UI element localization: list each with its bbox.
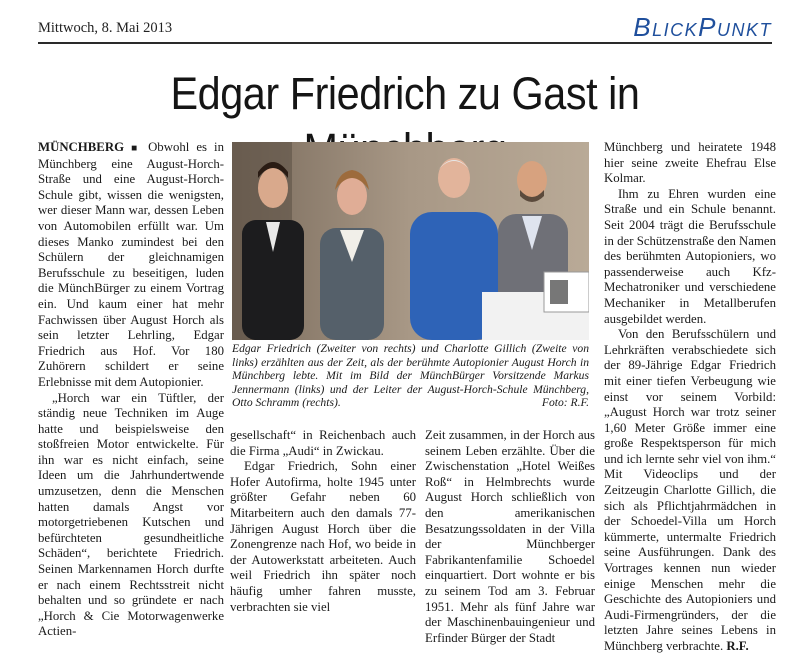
dateline-square-icon: ■ — [131, 143, 141, 154]
caption-text: Edgar Friedrich (Zweiter von rechts) und Charlotte Gillich (Zweite von links) erzählten aus der Zeit, als der berühmte Autopionier August Horch in Münchberg lebte. Mit im Bild der MünchBürger Vorsitzende Markus Jennermann (links) und der Leiter der August-Horch-Schule Münchberg, Otto Schramm (rechts). — [232, 342, 589, 410]
paragraph — [604, 327, 776, 654]
paragraph: gesellschaft“ in Reichenbach auch die Firma „Audi“ in Zwickau. — [230, 428, 416, 458]
article-photo — [232, 142, 589, 340]
article-column-3 — [425, 428, 595, 646]
article-column-4 — [604, 140, 776, 655]
author-signature: R.F. — [726, 639, 749, 653]
paragraph: „Horch war ein Tüftler, der ständig neue Techniken im Auge hatte und beispielsweise den stoßfreien Motor entwickelte. Für ihn war es nicht einfach, seine Ideen um die Jahrhundertwende umzusetzen, denn die Menschen hatten damals Angst vor motorgetriebenen Kutschen und befürchteten gesundheitliche Schäden“, berichtete Friedrich. Seinen Markennamen Horch durfte er nach einem Rechtsstreit nicht behalten und so gründete er nach „Horch & Cie Motorwagenwerke Actien- — [38, 390, 224, 639]
header-rule — [38, 42, 772, 44]
group-photo-image — [232, 142, 589, 340]
paragraph: Edgar Friedrich, Sohn einer Hofer Autofirma, holte 1945 unter größter Gefahr neben 60 Mitarbeitern auch den damals 77-Jährigen August Horch über die Zonengrenze nach Hof, wo beide in der Autowerkstatt arbeiteten. Auch weil Friedrich ihn später noch häufig umher fahren musste, verbrachten sie viel — [230, 459, 416, 614]
article-headline: Edgar Friedrich zu Gast in — [170, 68, 640, 119]
photo-credit: Foto: R.F. — [541, 396, 589, 410]
issue-date: Mittwoch, 8. Mai 2013 — [38, 20, 173, 36]
newspaper-logo: BlickPunkt — [633, 12, 772, 42]
dateline: MÜNCHBERG — [38, 140, 125, 154]
photo-caption — [232, 342, 589, 410]
paragraph: Münchberg und heiratete 1948 hier seine zweite Ehefrau Else Kolmar. — [604, 140, 776, 186]
article-column-2 — [230, 428, 416, 615]
page-header — [0, 0, 790, 46]
paragraph-text: Von den Berufsschülern und Lehrkräften verabschiedete sich der 89-Jährige Edgar Friedrich mit einer tiefen Verbeugung wie einst vor seinem Vorbild: „August Horch war trotz seiner 1,60 Meter Größe immer eine große Respektsperson für mich und ich lernte sehr viel von ihm.“ Mit Videoclips und der Zeitzeugin Charlotte Gillich, die sich als Pflichtjahrmädchen in der Schoedel-Villa um Horch kümmerte, untermalte Friedrich seine Ausführungen. Dank des Vortrages kennen nun wieder einige Menschen mehr die Geschichte des Autopioniers und Audi-Firmengründers, der die letzten Jahre seines Lebens in Münchberg verbrachte. — [604, 327, 776, 653]
paragraph: Ihm zu Ehren wurden eine Straße und ein Schule benannt. Seit 2004 trägt die Berufsschule in der Schützenstraße den Namen des berühmten Autopioniers, wo passenderweise auch Kfz-Mechatroniker und verschiedene Mechaniker in Metallberufen ausgebildet werden. — [604, 186, 776, 326]
paragraph-text: Obwohl es in Münchberg eine August-Horch-Straße und eine August-Horch-Schule gibt, wissen die wenigsten, wer dieser Mann war, dessen Leben von Automobilen erfüllt war. Um dieses Manko zumindest bei den Schülern der gleichnamigen Berufsschule zu beseitigen, luden die MünchBürger zu einem Vortrag ein. Und kaum einer hat mehr Fachwissen über August Horch als sein letzter Lehrling, Edgar Friedrich aus Hof. Vor 180 Zuhörern schildert er seine Erlebnisse mit dem Autopionier. — [38, 140, 225, 389]
article-column-1 — [38, 140, 224, 640]
paragraph: Zeit zusammen, in der Horch aus seinem Leben erzählte. Über die Zwischenstation „Hotel Weißes Roß“ in Helmbrechts wurde August Horch schließlich von den amerikanischen Besatzungssoldaten in der Villa der Münchberger Fabrikantenfamilie Schoedel einquartiert. Dort wohnte er bis zu seinem Tod am 3. Februar 1951. Mehr als fünf Jahre war der Maschinenbauingenieur und Erfinder Bürger der Stadt — [425, 428, 595, 645]
paragraph — [38, 140, 224, 391]
